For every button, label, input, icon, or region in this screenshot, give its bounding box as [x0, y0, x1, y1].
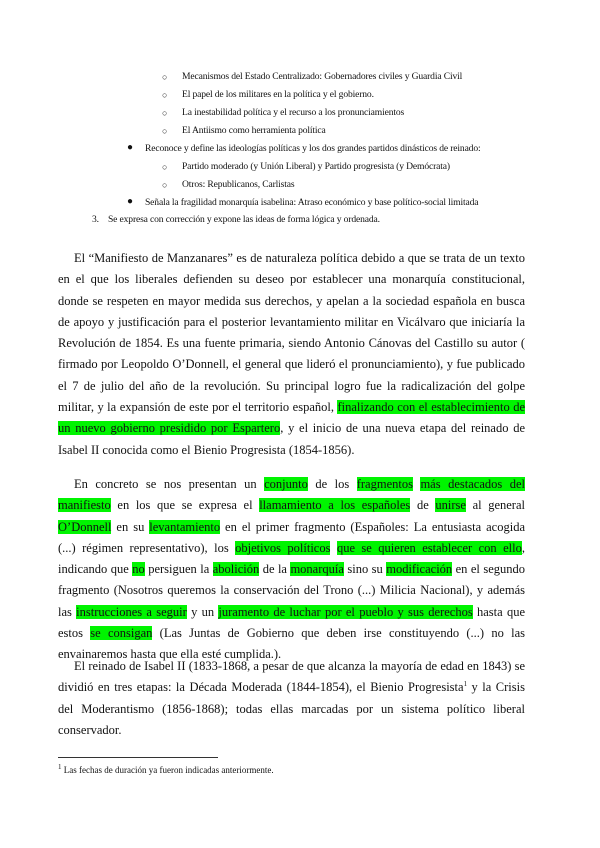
highlight: unirse	[435, 498, 466, 513]
text-run: (Las Juntas de Gobierno que deben irse constituyendo (...) no las envainaremos hasta que ella esté cumplida.).	[58, 626, 525, 662]
circle-bullet-icon: ○	[162, 72, 168, 82]
footnote	[58, 765, 274, 776]
outline-subitem: El papel de los militares en la política y el gobierno.	[182, 89, 374, 100]
text-run: En concreto se nos presentan un	[74, 477, 265, 491]
highlight: que se quieren establecer con ello	[336, 540, 522, 555]
circle-bullet-icon: ○	[162, 162, 168, 172]
highlight: juramento de luchar por el pueblo y sus derechos	[218, 604, 473, 619]
text-run: de los	[307, 477, 357, 491]
paragraph-1	[58, 248, 525, 461]
text-run: , y el inicio de una nueva etapa del reinado de Isabel II conocida como el Bienio Progresista (1854-1856).	[58, 421, 525, 457]
highlight: finalizando con el establecimiento de un nuevo gobierno presidido por Espartero	[58, 400, 525, 436]
text-run: El reinado de Isabel II (1833-1868, a pesar de que alcanza la mayoría de edad en 1843) se dividió en tres etapas: la Década Moderada (1844-1854), el Bienio Progresista	[58, 659, 525, 695]
footnote-text: Las fechas de duración ya fueron indicadas anteriormente.	[63, 765, 274, 775]
highlight: conjunto	[264, 477, 308, 491]
outline-subitem: La inestabilidad política y el recurso a los pronunciamientos	[182, 107, 405, 118]
text-run: en el segundo fragmento (Nosotros queremos la conservación del Trono (...) Milicia Nacional), y además las	[58, 562, 526, 619]
highlight: fragmentos	[356, 477, 413, 491]
highlight: objetivos políticos	[235, 540, 331, 555]
highlight: modificación	[386, 562, 453, 577]
bullet-icon: ●	[127, 196, 134, 207]
circle-bullet-icon: ○	[162, 90, 168, 100]
text-run: , indicando que	[58, 540, 526, 577]
highlight: O’Donnell	[58, 519, 112, 534]
highlight: monarquía	[290, 562, 344, 577]
text-run: hasta que estos	[58, 604, 525, 641]
paragraph-3	[58, 656, 525, 741]
circle-bullet-icon: ○	[162, 126, 168, 136]
text-run: en el primer fragmento (Españoles: La entusiasta acogida (...) régimen representativo), los	[58, 519, 525, 555]
outline-item: Se expresa con corrección y expone las ideas de forma lógica y ordenada.	[108, 214, 380, 225]
text-run: El “Manifiesto de Manzanares” es de naturaleza política debido a que se trata de un texto en el que los liberales defienden su deseo por establecer una monarquía constitucional, donde se respeten en mayor medida sus derechos, y apelan a la sociedad española en busca de apoyo y justificación para el posterior levantamiento militar en Vicálvaro que iniciaría la Revolución de 1854. Es una fuente primaria, siendo Antonio Cánovas del Castillo su autor ( firmado por Leopoldo O’Donnell, el general que lideró el pronunciamiento), y fue publicado el 7 de julio del año de la revolución. Su principal logro fue la radicalización del golpe militar, y la expansión de este por el territorio español,	[58, 251, 525, 415]
text-run: de la	[259, 562, 291, 577]
text-run	[330, 541, 336, 555]
highlight: no	[132, 562, 145, 577]
highlight: se consigan	[90, 626, 153, 641]
outline-subitem: Partido moderado (y Unión Liberal) y Partido progresista (y Demócrata)	[182, 161, 450, 172]
footnote-number: 1	[58, 763, 62, 771]
paragraph-2	[58, 474, 525, 666]
highlight: llamamiento a los españoles	[259, 498, 411, 513]
text-run: en su	[111, 519, 150, 534]
text-run: de	[410, 498, 436, 513]
text-run: y un	[186, 604, 219, 619]
text-run: en los que se expresa el	[110, 498, 260, 513]
footnote-ref[interactable]: 1	[463, 680, 468, 689]
outline-subitem: Otros: Republicanos, Carlistas	[182, 179, 295, 190]
text-run: persiguen la	[144, 562, 213, 577]
footnote-separator	[58, 757, 218, 758]
text-run: y la Crisis del Moderantismo (1856-1868); todas ellas marcadas por un sistema político liberal conservador.	[58, 680, 525, 737]
highlight: levantamiento	[149, 519, 221, 534]
outline-item: Señala la fragilidad monarquía isabelina: Atraso económico y base político-social limitada	[145, 197, 479, 208]
outline-item: Reconoce y define las ideologías políticas y los dos grandes partidos dinásticos de reinado:	[145, 143, 481, 154]
circle-bullet-icon: ○	[162, 180, 168, 190]
highlight: más destacados del manifiesto	[58, 477, 525, 513]
bullet-icon: ●	[127, 142, 134, 153]
outline-subitem: Mecanismos del Estado Centralizado: Gobernadores civiles y Guardia Civil	[182, 71, 463, 82]
text-run: al general	[465, 498, 525, 513]
outline-subitem: El Antiismo como herramienta política	[182, 125, 326, 136]
circle-bullet-icon: ○	[162, 108, 168, 118]
outline-number: 3.	[92, 214, 99, 225]
highlight: abolición	[212, 562, 260, 577]
highlight: instrucciones a seguir	[76, 604, 187, 619]
text-run: sino su	[343, 562, 387, 577]
